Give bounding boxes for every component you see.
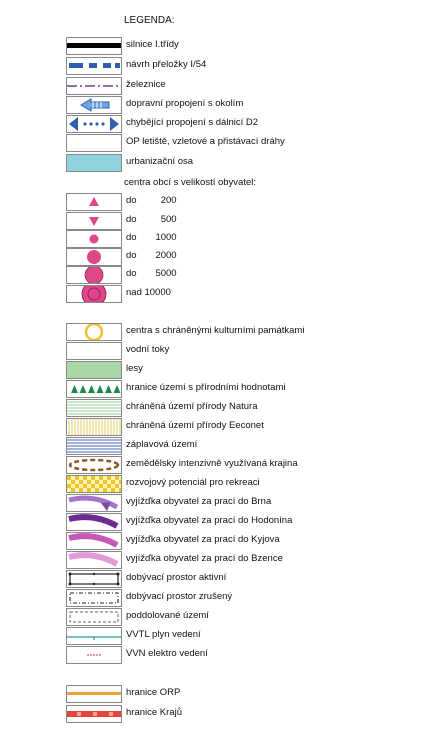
size-prefix: do xyxy=(126,232,137,243)
legend-label: vyjížďka obyvatel za prací do Hodonína xyxy=(126,515,293,526)
legend-label: hranice ORP xyxy=(126,687,181,698)
red-dotted-line-icon xyxy=(66,646,122,664)
size-prefix: do xyxy=(126,195,137,206)
pink-circle-s-icon xyxy=(66,230,122,248)
legend-label: lesy xyxy=(126,363,143,374)
legend-label: vodní toky xyxy=(126,344,170,355)
size-prefix: do xyxy=(126,250,137,261)
blue-hlines-icon xyxy=(66,437,122,455)
empty-box-icon xyxy=(66,134,122,152)
green-triangles-icon xyxy=(66,380,122,398)
legend-label xyxy=(126,268,177,279)
legend-label: chráněná území přírody Eeconet xyxy=(126,420,264,431)
legend-label: vyjížďka obyvatel za prací do Bzence xyxy=(126,553,283,564)
size-value: 5000 xyxy=(155,268,177,279)
legend-label: vyjížďka obyvatel za prací do Brna xyxy=(126,496,272,507)
pink-circle-m-icon xyxy=(66,248,122,266)
yellow-vlines-icon xyxy=(66,418,122,436)
size-prefix: do xyxy=(126,214,137,225)
mine-active-icon xyxy=(66,570,122,588)
legend-label: hranice Krajů xyxy=(126,707,182,718)
legend-label: VVN elektro vedení xyxy=(126,648,208,659)
blue-arrow-left-icon xyxy=(66,96,122,114)
legend-label: chráněná území přírody Natura xyxy=(126,401,258,412)
legend-label: chybějící propojení s dálnicí D2 xyxy=(126,117,259,128)
legend-label: vyjížďka obyvatel za prací do Kyjova xyxy=(126,534,280,545)
size-prefix: do xyxy=(126,268,137,279)
legend-label: dopravní propojení s okolím xyxy=(126,98,244,109)
grey-dashed-box-icon xyxy=(66,608,122,626)
legend-label: hranice území s přírodními hodnotami xyxy=(126,382,286,393)
legend-label: OP letiště, vzletové a přistávací dráhy xyxy=(126,136,285,147)
thick-black-line-icon xyxy=(66,37,122,55)
arc-pink-icon xyxy=(66,551,122,569)
legend-label: zemědělsky intenzivně využívaná krajina xyxy=(126,458,298,469)
mine-closed-icon xyxy=(66,589,122,607)
red-dashed-thick-icon xyxy=(66,705,122,723)
legend-label: VVTL plyn vedení xyxy=(126,629,201,640)
legend-label: nad 10000 xyxy=(126,287,171,298)
arc-magenta-icon xyxy=(66,532,122,550)
green-hlines-icon xyxy=(66,399,122,417)
size-value: 200 xyxy=(160,195,177,206)
legend-section-header: centra obcí s velikostí obyvatel: xyxy=(124,177,257,188)
legend-label: urbanizační osa xyxy=(126,156,194,167)
legend-label xyxy=(126,195,177,206)
blue-double-arrow-icon xyxy=(66,115,122,133)
pink-circle-l-icon xyxy=(66,266,122,284)
arc-violet-icon xyxy=(66,494,122,512)
legend-title: LEGENDA: xyxy=(124,15,175,26)
legend-label: návrh přeložky I/54 xyxy=(126,59,207,70)
legend-label: silnice I.třídy xyxy=(126,39,179,50)
legend-label: dobývací prostor zrušený xyxy=(126,591,233,602)
empty-box-icon xyxy=(66,342,122,360)
yellow-check-icon xyxy=(66,475,122,493)
blue-dashed-line-icon xyxy=(66,57,122,75)
brown-dashed-ellipse-icon xyxy=(66,456,122,474)
arc-purple-icon xyxy=(66,513,122,531)
purple-dashdot-line-icon xyxy=(66,77,122,95)
teal-line-icon xyxy=(66,627,122,645)
yellow-ring-icon xyxy=(66,323,122,341)
legend-label: poddolované území xyxy=(126,610,209,621)
legend-label: centra s chráněnými kulturními památkami xyxy=(126,325,305,336)
cyan-band-icon xyxy=(66,154,122,172)
legend-label xyxy=(126,214,177,225)
legend-label: dobývací prostor aktivní xyxy=(126,572,227,583)
legend-label xyxy=(126,250,177,261)
pink-triangle-up-icon xyxy=(66,193,122,211)
legend-label: záplavová území xyxy=(126,439,198,450)
orange-line-icon xyxy=(66,685,122,703)
legend-label xyxy=(126,232,177,243)
legend-label: železnice xyxy=(126,79,166,90)
green-fill-icon xyxy=(66,361,122,379)
size-value: 1000 xyxy=(155,232,177,243)
size-value: 500 xyxy=(160,214,177,225)
pink-triangle-down-icon xyxy=(66,212,122,230)
size-value: 2000 xyxy=(155,250,177,261)
legend-label: rozvojový potenciál pro rekreaci xyxy=(126,477,260,488)
pink-circle-xl-icon xyxy=(66,285,122,303)
